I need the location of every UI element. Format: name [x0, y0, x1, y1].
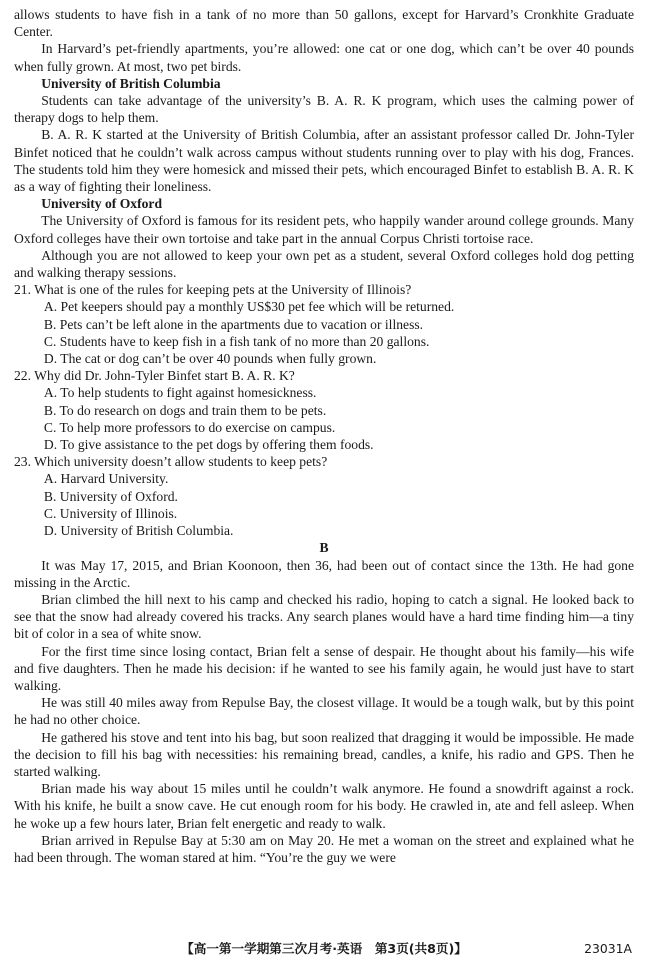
paragraph: In Harvard’s pet-friendly apartments, you’re allowed: one cat or one dog, which can’t be over 40 pounds when fully grown. At most, two pet birds.: [14, 41, 634, 74]
paragraph: The University of Oxford is famous for its resident pets, who happily wander around college grounds. Many Oxford colleges have their own tortoise and take part in the annual Corpus Christi tortoise race.: [14, 213, 634, 246]
paragraph: Students can take advantage of the university’s B. A. R. K program, which uses the calming power of therapy dogs to help them.: [14, 93, 634, 126]
paragraph: It was May 17, 2015, and Brian Koonoon, then 36, had been out of contact since the 13th. He had gone missing in the Arctic.: [14, 557, 634, 590]
option-b: B. University of Oxford.: [43, 488, 178, 504]
exam-code: 23031A: [584, 941, 632, 956]
page-footer: [0, 939, 648, 959]
question-stem: 21. What is one of the rules for keeping pets at the University of Illinois?: [14, 282, 412, 298]
paragraph: B. A. R. K started at the University of British Columbia, after an assistant professor called Dr. John-Tyler Binfet noticed that he couldn’t walk across campus without students running over to play with his dog, Frances. The students told him they were homesick and missed their pets, which encouraged Binfet to establish B. A. R. K as a way of fighting their loneliness.: [14, 127, 634, 195]
footer-title: 【高一第一学期第三次月考·英语 第3页(共8页)】: [181, 941, 467, 956]
question-stem: 23. Which university doesn’t allow students to keep pets?: [14, 454, 328, 470]
option-c: C. To help more professors to do exercise on campus.: [43, 419, 336, 435]
question-stem: 22. Why did Dr. John-Tyler Binfet start B. A. R. K?: [14, 368, 295, 384]
paragraph: For the first time since losing contact, Brian felt a sense of despair. He thought about his family—his wife and five daughters. Then he made his decision: if he wanted to see his family again, he would just have to start walking.: [14, 643, 634, 693]
question-22: [14, 367, 634, 453]
section-heading-oxford: University of Oxford: [41, 196, 163, 212]
paragraph: He was still 40 miles away from Repulse Bay, the closest village. It would be a tough walk, but by this point he had no other choice.: [14, 695, 634, 728]
paragraph: Brian climbed the hill next to his camp and checked his radio, hoping to catch a signal. He looked back to see that the snow had already covered his tracks. Any search planes would have a hard time finding him—a tiny bit of color in a sea of white snow.: [14, 591, 634, 642]
option-b: B. Pets can’t be left alone in the apartments due to vacation or illness.: [43, 316, 424, 332]
option-a: A. To help students to fight against homesickness.: [43, 385, 317, 401]
option-c: C. University of Illinois.: [43, 505, 178, 521]
option-b: B. To do research on dogs and train them to be pets.: [43, 402, 327, 418]
option-a: A. Harvard University.: [43, 471, 169, 487]
option-a: A. Pet keepers should pay a monthly US$30 pet fee which will be returned.: [43, 299, 455, 315]
paragraph: He gathered his stove and tent into his bag, but soon realized that dragging it would be impossible. He made the decision to fill his bag with necessities: his remaining bread, candles, a knife, his radio and GPS. Then he started walking.: [14, 729, 634, 779]
paragraph: Brian arrived in Repulse Bay at 5:30 am on May 20. He met a woman on the street and explained what he had been through. The woman stared at him. “You’re the guy we were: [14, 832, 634, 865]
question-21: [14, 281, 634, 367]
option-c: C. Students have to keep fish in a fish tank of no more than 20 gallons.: [43, 333, 430, 349]
option-d: D. To give assistance to the pet dogs by offering them foods.: [43, 437, 374, 453]
option-d: D. University of British Columbia.: [43, 523, 234, 539]
paragraph: Brian made his way about 15 miles until he couldn’t walk anymore. He found a snowdrift against a rock. With his knife, he built a snow cave. He cut enough room for his body. He crawled in, ate and fell asleep. When he woke up a few hours later, Brian felt energetic and ready to walk.: [14, 781, 634, 831]
section-label-b: B: [319, 540, 329, 556]
paragraph: allows students to have fish in a tank of no more than 50 gallons, except for Harvard’s Cronkhite Graduate Center.: [14, 7, 634, 40]
question-23: [14, 453, 634, 539]
section-heading-ubc: University of British Columbia: [41, 75, 221, 91]
option-d: D. The cat or dog can’t be over 40 pounds when fully grown.: [43, 351, 377, 367]
paragraph: Although you are not allowed to keep your own pet as a student, several Oxford colleges hold dog petting and walking therapy sessions.: [14, 247, 634, 281]
